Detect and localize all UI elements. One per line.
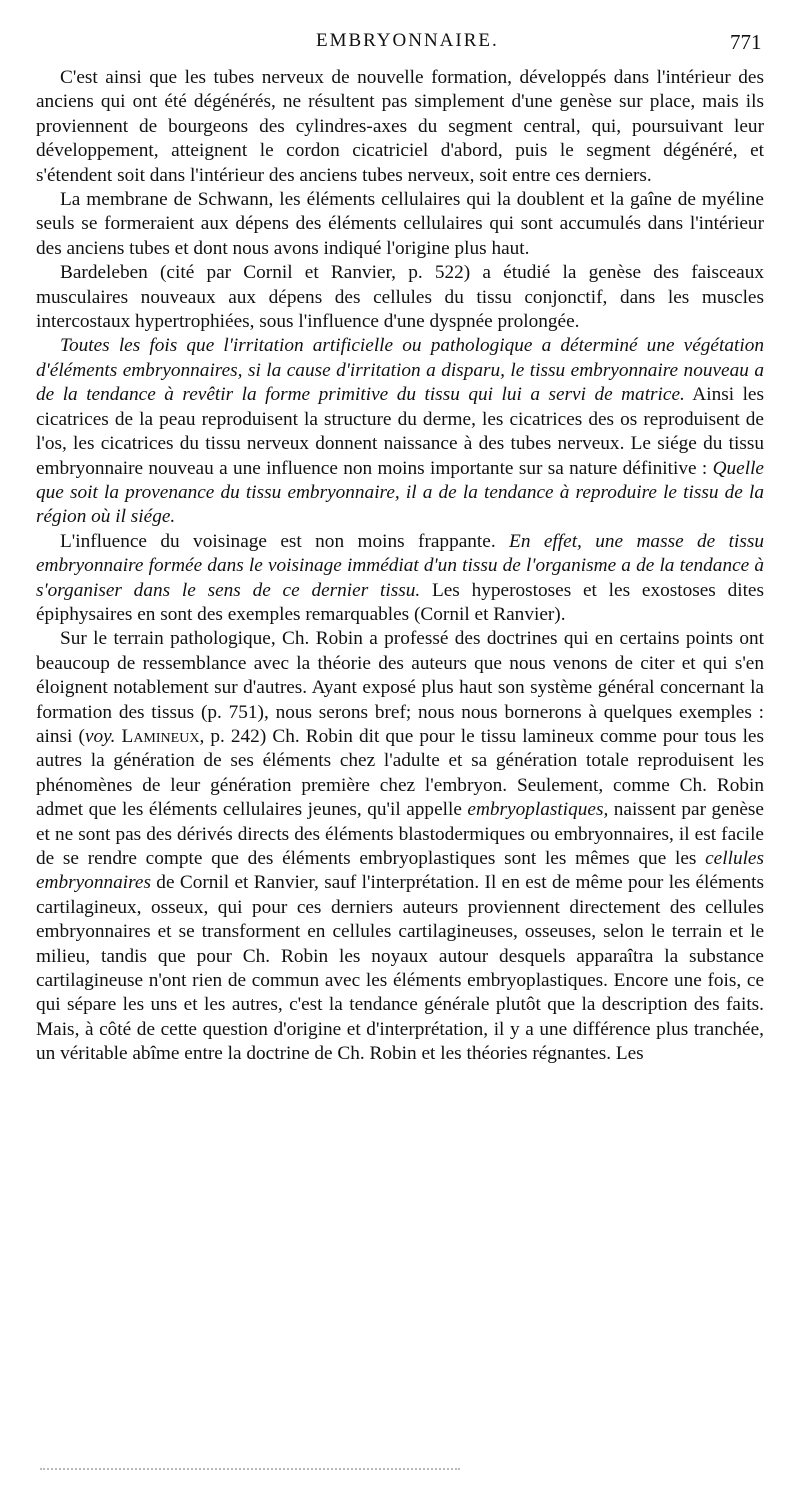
italic-text: embryoplastiques, [467, 799, 609, 821]
paragraph [36, 261, 764, 334]
paragraph [36, 530, 764, 628]
text-run: L'influence du voisinage est non moins frappante. [60, 530, 510, 552]
italic-text: En effet, une masse de tissu embryonnaire formée dans le voisinage immédiat d'un tissu de l'organisme a de la tendance à s'organiser dans le sens de ce dernier tissu. [36, 530, 764, 601]
paragraph [36, 188, 764, 261]
text-run: de Cornil et Ranvier, sauf l'interprétation. Il en est de même pour les éléments cartilagineux, osseux, qui pour ces derniers auteurs proviennent directement des cellules embryonnaires et se transforment en cellules cartilagineuses, osseuses, selon le terrain et le milieu, tandis que pour Ch. Robin les noyaux autour desquels apparaîtra la substance cartilagineuse n'ont rien de commun avec les éléments embryoplastiques. Encore une fois, ce qui sépare les uns et les autres, c'est la tendance générale plutôt que la description des faits. Mais, à côté de cette question d'origine et d'interprétation, il y a une différence plus tranchée, un véritable abîme entre la doctrine de Ch. Robin et les théories régnantes. Les [36, 872, 764, 1065]
paragraph [36, 627, 764, 1066]
paragraph [36, 66, 764, 188]
italic-text: Toutes les fois que l'irritation artificielle ou pathologique a déterminé une végétation d'éléments embryonnaires, si la cause d'irritation a disparu, le tissu embryonnaire nouveau a de la tendance à revêtir la forme primitive du tissu qui lui a servi de matrice. [36, 335, 764, 406]
text-run: C'est ainsi que les tubes nerveux de nouvelle formation, développés dans l'intérieur des anciens qui ont été dégénérés, ne résultent pas simplement d'une genèse sur place, mais ils proviennent de bourgeons des cylindres-axes du segment central, qui, poursuivant leur développement, atteignent le cordon cicatriciel d'abord, puis le segment dégénéré, et s'étendent soit dans l'intérieur des anciens tubes nerveux, soit entre ces derniers. [36, 67, 764, 186]
italic-text: cellules embryonnaires [36, 848, 764, 894]
italic-text: Quelle que soit la provenance du tissu embryonnaire, il a de la tendance à reproduire le tissu de la région où il siége. [36, 457, 764, 528]
text-run: , p. 242) Ch. Robin dit que pour le tissu lamineux comme pour tous les autres la génération de ses éléments chez l'adulte et sa génération totale reproduisent les phénomènes de leur génération première chez l'embryon. Seulement, comme Ch. Robin admet que les éléments cellulaires jeunes, qu'il appelle [36, 725, 764, 821]
text-run: naissent par genèse et ne sont pas des dérivés directs des éléments blastodermiques ou embryonnaires, il est facile de se rendre compte que des éléments embryoplastiques sont les mêmes que les [36, 799, 764, 869]
paragraph [36, 334, 764, 529]
italic-text: voy. [84, 725, 116, 747]
small-caps-text: Lamineux [121, 725, 200, 747]
text-run: La membrane de Schwann, les éléments cellulaires qui la doublent et la gaîne de myéline seuls se formeraient aux dépens des éléments cellulaires qui sont accumulés dans l'intérieur des anciens tubes et dont nous avons indiqué l'origine plus haut. [36, 189, 764, 259]
running-title: EMBRYONNAIRE. [316, 30, 499, 51]
page-number: 771 [730, 30, 762, 54]
text-run: Les hyperostoses et les exostoses dites épiphysaires en sont des exemples remarquables (Cornil et Ranvier). [36, 579, 764, 625]
body-text [36, 66, 764, 1067]
bottom-dotted-rule [40, 1468, 460, 1470]
text-run: Bardeleben (cité par Cornil et Ranvier, p. 522) a étudié la genèse des faisceaux musculaires nouveaux aux dépens des cellules du tissu conjonctif, dans les muscles intercostaux hypertrophiées, sous l'influence d'une dyspnée prolongée. [36, 262, 764, 333]
text-run: Sur le terrain pathologique, Ch. Robin a professé des doctrines qui en certains points ont beaucoup de ressemblance avec la théorie des auteurs que nous venons de citer et qui s'en éloignent notablement sur d'autres. Ayant exposé plus haut son système général concernant la formation des tissus (p. 751), nous serons bref; nous nous bornerons à quelques exemples : ainsi ( [36, 628, 764, 747]
text-run: Ainsi les cicatrices de la peau reproduisent la structure du derme, les cicatrices des os reproduisent de l'os, les cicatrices du tissu nerveux donnent naissance à des tubes nerveux. Le siége du tissu embryonnaire nouveau a une influence non moins importante sur sa nature définitive : [36, 384, 764, 479]
running-header [0, 30, 800, 58]
